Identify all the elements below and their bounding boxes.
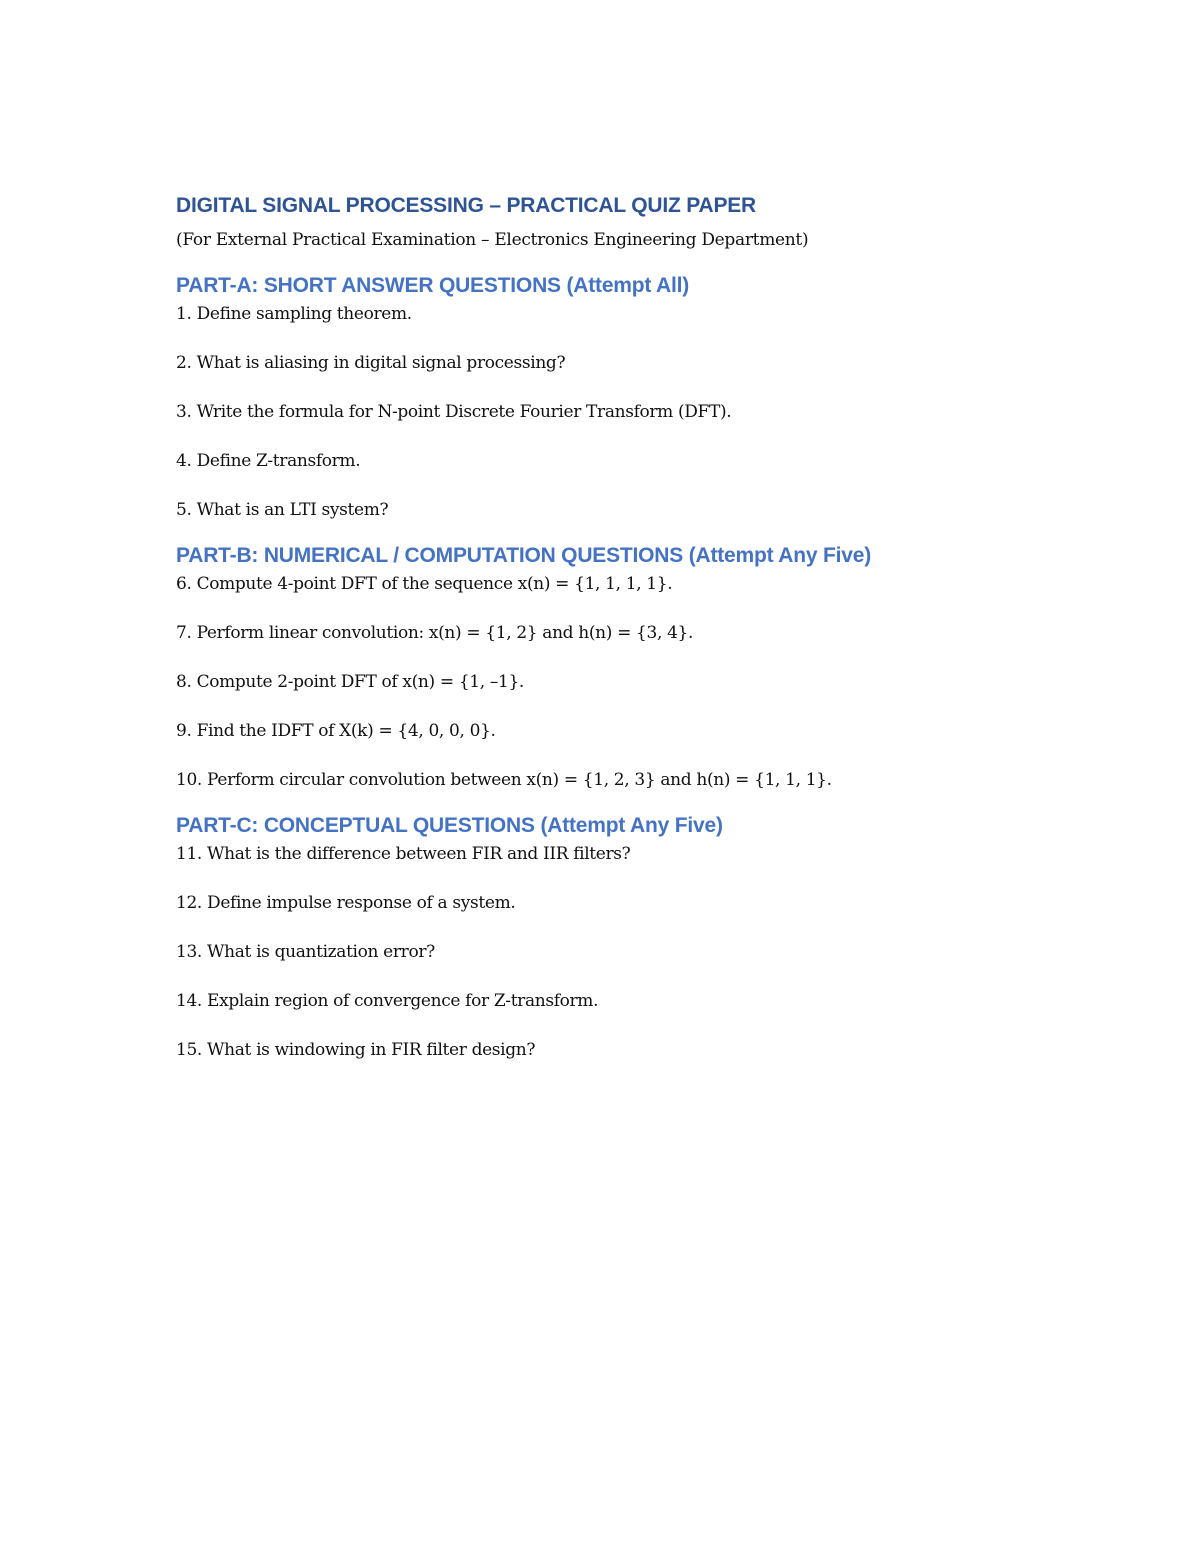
question-15: 15. What is windowing in FIR filter design? — [176, 1040, 536, 1060]
question-9: 9. Find the IDFT of X(k) = {4, 0, 0, 0}. — [176, 721, 496, 741]
question-10: 10. Perform circular convolution between x(n) = {1, 2, 3} and h(n) = {1, 1, 1}. — [176, 770, 832, 790]
question-4: 4. Define Z-transform. — [176, 451, 361, 471]
question-3: 3. Write the formula for N-point Discrete Fourier Transform (DFT). — [176, 402, 732, 422]
part-c-heading: PART-C: CONCEPTUAL QUESTIONS (Attempt Any Five) — [176, 814, 723, 837]
question-1: 1. Define sampling theorem. — [176, 304, 412, 324]
question-2: 2. What is aliasing in digital signal processing? — [176, 353, 566, 373]
question-13: 13. What is quantization error? — [176, 942, 435, 962]
question-7: 7. Perform linear convolution: x(n) = {1, 2} and h(n) = {3, 4}. — [176, 623, 694, 643]
question-8: 8. Compute 2-point DFT of x(n) = {1, –1}. — [176, 672, 524, 692]
document-title: DIGITAL SIGNAL PROCESSING – PRACTICAL QUIZ PAPER — [176, 194, 757, 217]
part-b-question-list — [176, 572, 1036, 792]
part-b-heading: PART-B: NUMERICAL / COMPUTATION QUESTIONS (Attempt Any Five) — [176, 544, 871, 567]
question-11: 11. What is the difference between FIR and IIR filters? — [176, 844, 631, 864]
part-c-question-list — [176, 842, 1036, 1062]
document-subtitle: (For External Practical Examination – Electronics Engineering Department) — [176, 230, 809, 250]
part-a-question-list — [176, 302, 1036, 522]
question-14: 14. Explain region of convergence for Z-transform. — [176, 991, 599, 1011]
question-12: 12. Define impulse response of a system. — [176, 893, 516, 913]
part-a-heading: PART-A: SHORT ANSWER QUESTIONS (Attempt All) — [176, 274, 690, 297]
question-5: 5. What is an LTI system? — [176, 500, 389, 520]
document-body — [176, 192, 1036, 1062]
question-6: 6. Compute 4-point DFT of the sequence x(n) = {1, 1, 1, 1}. — [176, 574, 673, 594]
